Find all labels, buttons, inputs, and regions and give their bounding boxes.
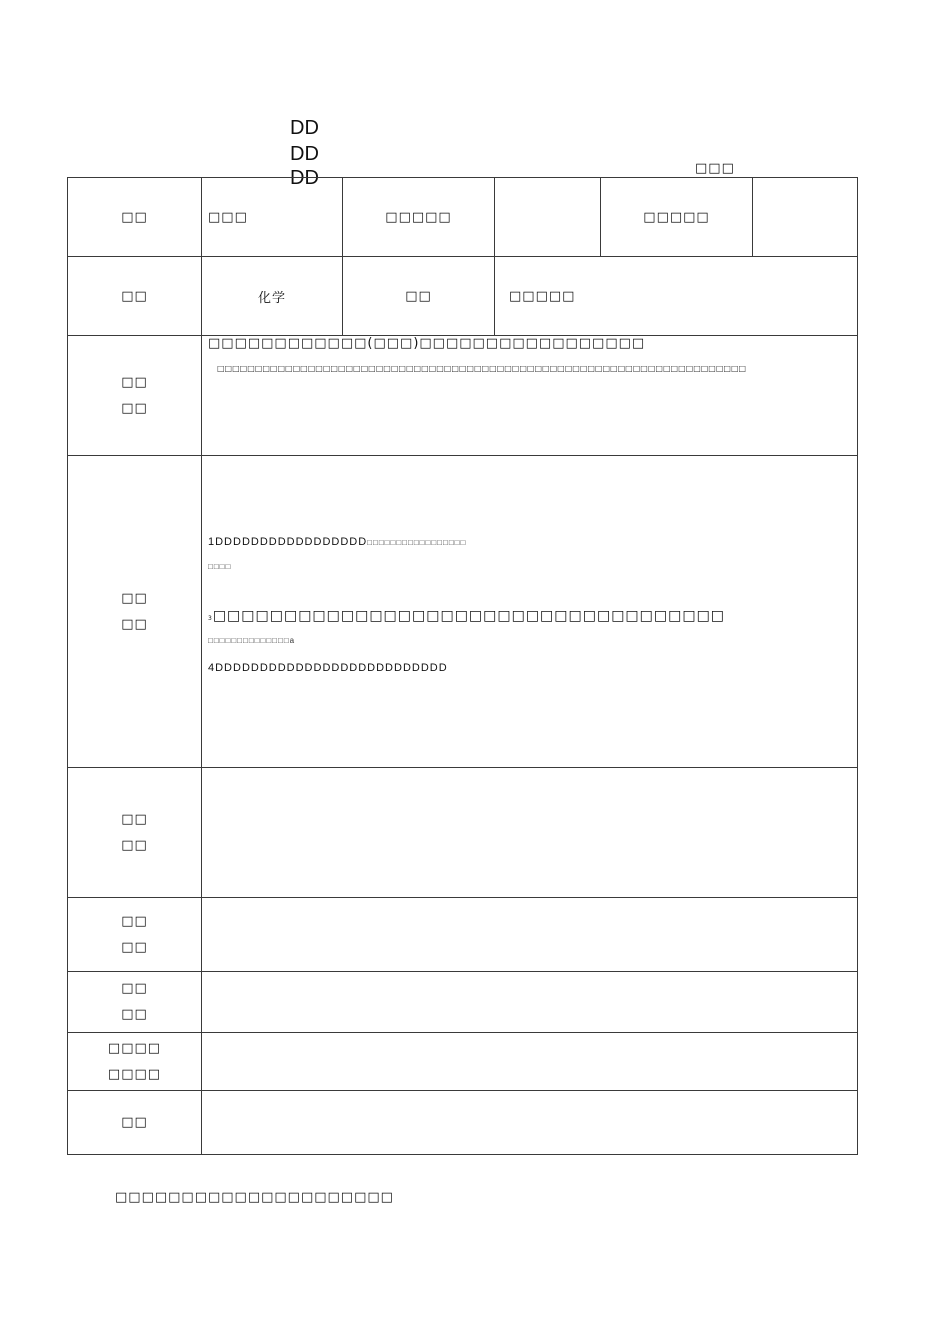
- section-1-row: [68, 336, 858, 456]
- section-6-label-a: □□□□: [107, 1040, 162, 1056]
- section-2-item-1-text: 1DDDDDDDDDDDDDDDDD: [208, 536, 368, 548]
- section-1-line-1: □□□□□□□□□□□□(□□□)□□□□□□□□□□□□□□□□□: [208, 336, 646, 351]
- section-2-item-3-cont: □□□□□□□□□□□□□□a: [208, 636, 296, 645]
- subject-value[interactable]: 化学: [202, 257, 343, 336]
- title-line-2: DD: [290, 143, 319, 165]
- form-table: [67, 177, 858, 1155]
- section-4-content[interactable]: [202, 898, 858, 972]
- section-2-item-1-cont: □□□□: [208, 562, 232, 571]
- header-label-2: □□□□□: [343, 178, 495, 257]
- section-4-row: [68, 898, 858, 972]
- section-2-row: [68, 456, 858, 768]
- section-4-label: [68, 898, 202, 972]
- corner-label: □□□: [695, 161, 735, 176]
- section-2-item-3: [208, 608, 725, 624]
- section-3-row: [68, 768, 858, 898]
- section-2-label-b: □□: [121, 616, 148, 632]
- section-7-label: □□: [68, 1091, 202, 1155]
- footer-note: □□□□□□□□□□□□□□□□□□□□□: [115, 1190, 394, 1205]
- section-7-row: [68, 1091, 858, 1155]
- section-1-content[interactable]: [202, 336, 858, 456]
- section-6-label-b: □□□□: [107, 1066, 162, 1082]
- title-line-3-clip: [288, 167, 348, 189]
- section-5-content[interactable]: [202, 972, 858, 1033]
- section-1-label: [68, 336, 202, 456]
- section-2-content[interactable]: [202, 456, 858, 768]
- subject-row: [68, 257, 858, 336]
- header-value-1[interactable]: □□□: [202, 178, 343, 257]
- title-line-1: DD: [290, 117, 319, 139]
- subject-label-1: □□: [68, 257, 202, 336]
- title-line-3: DD: [290, 167, 319, 189]
- header-value-2[interactable]: [495, 178, 601, 257]
- section-3-label-a: □□: [121, 811, 148, 827]
- section-1-label-a: □□: [121, 374, 148, 390]
- section-2-item-3-num: 3: [208, 615, 213, 622]
- header-value-3[interactable]: [753, 178, 858, 257]
- section-1-line-2: □□□□□□□□□□□□□□□□□□□□□□□□□□□□□□□□□□□□□□□□□□□□□□□□□□□□□□□□□□□□□□□□□□□□□□: [217, 364, 747, 373]
- section-3-label: [68, 768, 202, 898]
- section-2-label: [68, 456, 202, 768]
- subject-label-2: □□: [343, 257, 495, 336]
- section-6-content[interactable]: [202, 1033, 858, 1091]
- section-5-label: [68, 972, 202, 1033]
- subject-value-2[interactable]: □□□□□: [495, 257, 858, 336]
- header-row: [68, 178, 858, 257]
- section-7-content[interactable]: [202, 1091, 858, 1155]
- section-2-item-1-tail: □□□□□□□□□□□□□□□□□: [367, 538, 467, 547]
- section-5-label-b: □□: [121, 1007, 148, 1022]
- section-2-item-3-text: □□□□□□□□□□□□□□□□□□□□□□□□□□□□□□□□□□□□: [212, 608, 726, 624]
- section-5-label-a: □□: [121, 981, 148, 996]
- section-2-label-a: □□: [121, 590, 148, 606]
- header-label-3: □□□□□: [601, 178, 753, 257]
- section-6-row: [68, 1033, 858, 1091]
- section-4-label-b: □□: [121, 939, 148, 955]
- section-2-item-4: 4DDDDDDDDDDDDDDDDDDDDDDDDDD: [208, 662, 448, 674]
- section-3-label-b: □□: [121, 837, 148, 853]
- section-6-label: [68, 1033, 202, 1091]
- section-2-item-1: [208, 536, 466, 548]
- section-1-label-b: □□: [121, 400, 148, 416]
- header-label-1: □□: [68, 178, 202, 257]
- section-5-row: [68, 972, 858, 1033]
- section-4-label-a: □□: [121, 913, 148, 929]
- section-3-content[interactable]: [202, 768, 858, 898]
